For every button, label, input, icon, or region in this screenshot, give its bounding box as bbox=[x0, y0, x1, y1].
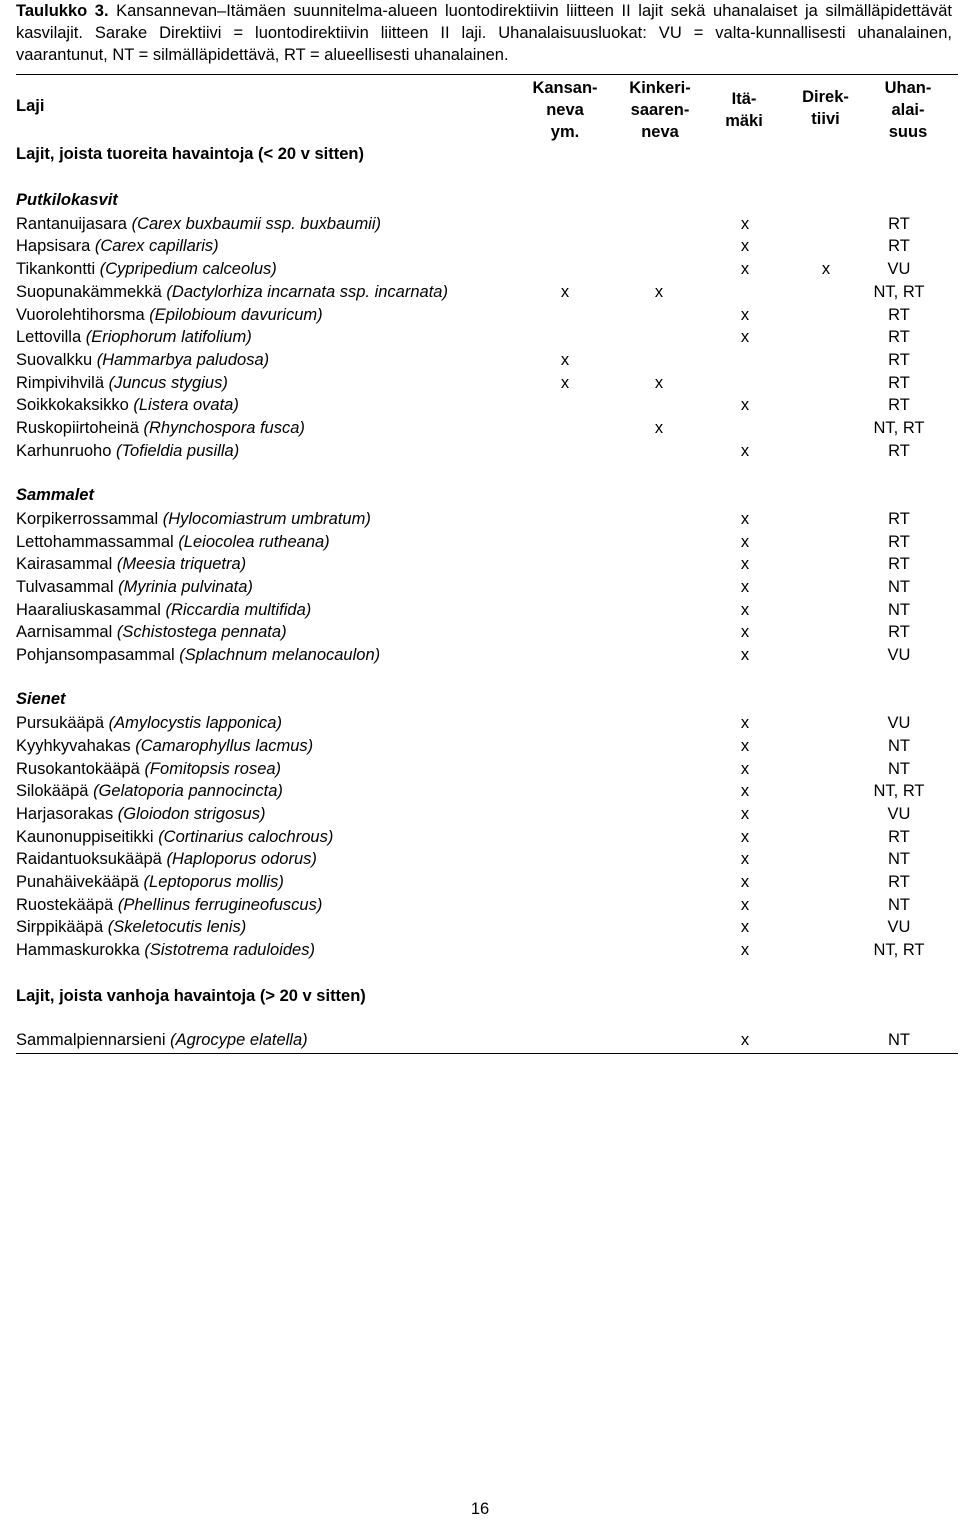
species-common-name: Punahäivekääpä bbox=[16, 873, 144, 891]
cell-uhanalaisuus: RT bbox=[888, 328, 910, 347]
cell-uhanalaisuus: VU bbox=[887, 804, 911, 823]
species-latin-name: (Haploporus odorus) bbox=[166, 850, 317, 869]
cell-kansanneva: x bbox=[560, 350, 570, 369]
cell-itamaki: x bbox=[740, 827, 750, 846]
species-latin-name: (Epilobioum davuricum) bbox=[149, 305, 323, 324]
table-row bbox=[16, 758, 958, 780]
table-row bbox=[16, 621, 958, 643]
species-latin-name: (Cortinarius calochrous) bbox=[158, 827, 334, 846]
species-common-name: Silokääpä bbox=[16, 782, 94, 801]
cell-uhanalaisuus: NT bbox=[888, 577, 910, 596]
species-name bbox=[16, 735, 313, 757]
table-row bbox=[16, 1029, 958, 1051]
species-name bbox=[16, 213, 381, 235]
species-latin-name: (Meesia triquetra) bbox=[116, 555, 247, 574]
cell-itamaki: x bbox=[740, 577, 750, 596]
cell-uhanalaisuus: RT bbox=[888, 237, 910, 256]
cell-uhanalaisuus: RT bbox=[888, 873, 910, 891]
cell-uhanalaisuus: NT, RT bbox=[873, 419, 925, 437]
cell-itamaki: x bbox=[740, 646, 750, 664]
section-heading: Putkilokasvit bbox=[16, 191, 118, 209]
cell-itamaki: x bbox=[740, 509, 750, 528]
cell-itamaki: x bbox=[740, 396, 750, 415]
species-latin-name: (Carex capillaris) bbox=[94, 237, 219, 256]
table-row bbox=[16, 644, 958, 666]
table-row bbox=[16, 349, 958, 371]
species-common-name: Sirppikääpä bbox=[16, 918, 108, 937]
species-latin-name: (Eriophorum latifolium) bbox=[85, 328, 252, 347]
species-latin-name: (Hylocomiastrum umbratum) bbox=[162, 509, 371, 528]
table-row bbox=[16, 599, 958, 621]
table-row bbox=[16, 304, 958, 326]
species-latin-name: (Phellinus ferrugineofuscus) bbox=[117, 895, 323, 914]
species-name bbox=[16, 326, 252, 348]
column-header-kansanneva: Kansan- neva ym. bbox=[532, 79, 598, 141]
cell-uhanalaisuus: RT bbox=[888, 623, 910, 642]
cell-itamaki: x bbox=[740, 918, 750, 937]
table-row bbox=[16, 712, 958, 734]
cell-uhanalaisuus: NT bbox=[888, 850, 910, 869]
species-common-name: Raidantuoksukääpä bbox=[16, 850, 167, 869]
species-name bbox=[16, 599, 311, 621]
cell-uhanalaisuus: VU bbox=[887, 714, 911, 733]
species-common-name: Vuorolehtihorsma bbox=[16, 305, 150, 324]
species-name bbox=[16, 758, 281, 780]
species-latin-name: (Cypripedium calceolus) bbox=[99, 260, 277, 279]
table-row bbox=[16, 531, 958, 553]
species-latin-name: (Hammarbya paludosa) bbox=[96, 350, 270, 369]
cell-itamaki: x bbox=[740, 782, 750, 801]
species-name bbox=[16, 235, 219, 257]
species-name bbox=[16, 712, 282, 734]
species-latin-name: (Juncus stygius) bbox=[108, 373, 228, 392]
cell-uhanalaisuus: NT, RT bbox=[873, 282, 925, 301]
cell-itamaki: x bbox=[740, 600, 750, 619]
species-latin-name: (Sistotrema raduloides) bbox=[144, 941, 315, 960]
cell-uhanalaisuus: NT bbox=[888, 600, 910, 619]
table-row bbox=[16, 213, 958, 235]
cell-uhanalaisuus: VU bbox=[887, 918, 911, 937]
species-name bbox=[16, 826, 333, 848]
subheading-recent: Lajit, joista tuoreita havaintoja (< 20 v sitten) bbox=[16, 145, 364, 163]
species-name bbox=[16, 349, 269, 371]
table-row bbox=[16, 848, 958, 870]
species-name bbox=[16, 508, 371, 530]
species-common-name: Kaunonuppiseitikki bbox=[16, 827, 159, 846]
table-row bbox=[16, 803, 958, 825]
species-name bbox=[16, 894, 322, 916]
cell-itamaki: x bbox=[740, 328, 750, 347]
species-name bbox=[16, 848, 317, 870]
species-common-name: Kyyhkyvahakas bbox=[16, 736, 136, 755]
cell-itamaki: x bbox=[740, 714, 750, 733]
species-common-name: Hammaskurokka bbox=[16, 941, 145, 960]
species-latin-name: (Amylocystis lapponica) bbox=[108, 714, 282, 733]
species-common-name: Rantanuijasara bbox=[16, 214, 132, 233]
species-latin-name: (Gelatoporia pannocincta) bbox=[93, 782, 283, 801]
species-latin-name: (Riccardia multifida) bbox=[165, 600, 312, 619]
table-row bbox=[16, 553, 958, 575]
species-name bbox=[16, 394, 239, 416]
cell-kinkerisaarenneva: x bbox=[654, 282, 664, 301]
cell-uhanalaisuus: NT bbox=[888, 736, 910, 755]
species-latin-name: (Listera ovata) bbox=[133, 396, 239, 415]
species-common-name: Korpikerrossammal bbox=[16, 509, 163, 528]
caption-text: Kansannevan–Itämäen suunnitelma-alueen luontodirektiivin liitteen II lajit sekä uhanalaiset ja silmälläpidettävät kasvilajit. Sarake Direktiivi = luontodirektiivin liitteen II laji. Uhanalaisuusluokat: VU = valta-kunnallisesti uhanalainen, vaarantunut, NT = silmälläpidettävä, RT = alueellisesti uhanalainen. bbox=[16, 2, 952, 64]
cell-uhanalaisuus: RT bbox=[888, 555, 910, 574]
table-row bbox=[16, 780, 958, 802]
table-row bbox=[16, 939, 958, 961]
table-top-rule bbox=[16, 74, 958, 75]
species-latin-name: (Tofieldia pusilla) bbox=[116, 441, 240, 460]
table-row bbox=[16, 871, 958, 893]
cell-uhanalaisuus: RT bbox=[888, 532, 910, 551]
cell-uhanalaisuus: RT bbox=[888, 396, 910, 415]
species-latin-name: (Skeletocutis lenis) bbox=[107, 918, 247, 937]
cell-itamaki: x bbox=[740, 532, 750, 551]
cell-itamaki: x bbox=[740, 850, 750, 869]
section-heading: Sienet bbox=[16, 690, 66, 709]
table-row bbox=[16, 258, 958, 280]
species-name bbox=[16, 939, 315, 961]
species-latin-name: (Splachnum melanocaulon) bbox=[179, 646, 381, 664]
species-common-name: Tikankontti bbox=[16, 260, 100, 279]
species-common-name: Hapsisara bbox=[16, 237, 95, 256]
table-row bbox=[16, 235, 958, 257]
cell-itamaki: x bbox=[740, 623, 750, 642]
cell-itamaki: x bbox=[740, 941, 750, 960]
species-common-name: Karhunruoho bbox=[16, 441, 116, 460]
species-name bbox=[16, 531, 330, 553]
caption-label: Taulukko 3. bbox=[16, 2, 109, 20]
species-name bbox=[16, 780, 283, 802]
species-common-name: Rimpivihvilä bbox=[16, 373, 109, 392]
species-name bbox=[16, 372, 228, 394]
table-row bbox=[16, 826, 958, 848]
species-latin-name: (Fomitopsis rosea) bbox=[144, 759, 282, 778]
cell-uhanalaisuus: RT bbox=[888, 441, 910, 460]
cell-itamaki: x bbox=[740, 873, 750, 891]
cell-kansanneva: x bbox=[560, 373, 570, 392]
species-common-name: Haaraliuskasammal bbox=[16, 600, 166, 619]
cell-itamaki: x bbox=[740, 804, 750, 823]
species-common-name: Aarnisammal bbox=[16, 623, 117, 642]
table-row bbox=[16, 508, 958, 530]
subheading-old: Lajit, joista vanhoja havaintoja (> 20 v sitten) bbox=[16, 986, 366, 1005]
cell-uhanalaisuus: RT bbox=[888, 827, 910, 846]
species-name bbox=[16, 1029, 308, 1051]
species-common-name: Tulvasammal bbox=[16, 577, 119, 596]
column-header-uhanalaisuus: Uhan- alai- suus bbox=[884, 79, 932, 141]
column-header-laji: Laji bbox=[16, 97, 45, 115]
species-name bbox=[16, 553, 246, 575]
species-common-name: Ruskopiirtoheinä bbox=[16, 419, 144, 437]
species-name bbox=[16, 803, 265, 825]
cell-itamaki: x bbox=[740, 214, 750, 233]
species-latin-name: (Rhynchospora fusca) bbox=[143, 419, 305, 437]
species-name bbox=[16, 258, 277, 280]
cell-uhanalaisuus: RT bbox=[888, 350, 910, 369]
species-common-name: Kairasammal bbox=[16, 555, 117, 574]
cell-uhanalaisuus: RT bbox=[888, 509, 910, 528]
species-latin-name: (Agrocype elatella) bbox=[170, 1030, 308, 1049]
cell-uhanalaisuus: RT bbox=[888, 305, 910, 324]
table-row bbox=[16, 576, 958, 598]
species-common-name: Lettovilla bbox=[16, 328, 86, 347]
table-row bbox=[16, 326, 958, 348]
cell-uhanalaisuus: NT bbox=[888, 895, 910, 914]
species-common-name: Rusokantokääpä bbox=[16, 759, 145, 778]
table-bottom-rule bbox=[16, 1053, 958, 1054]
species-common-name: Pohjansompasammal bbox=[16, 646, 180, 664]
page-number: 16 bbox=[470, 1500, 490, 1518]
species-name bbox=[16, 440, 239, 462]
species-common-name: Soikkokaksikko bbox=[16, 396, 134, 415]
cell-uhanalaisuus: RT bbox=[888, 373, 910, 392]
cell-itamaki: x bbox=[740, 895, 750, 914]
cell-uhanalaisuus: NT bbox=[888, 759, 910, 778]
cell-itamaki: x bbox=[740, 736, 750, 755]
cell-kinkerisaarenneva: x bbox=[654, 419, 664, 437]
column-header-itamaki: Itä- mäki bbox=[725, 90, 763, 130]
table-row bbox=[16, 440, 958, 462]
cell-itamaki: x bbox=[740, 305, 750, 324]
species-common-name: Pursukääpä bbox=[16, 714, 109, 733]
species-name bbox=[16, 916, 246, 938]
species-latin-name: (Dactylorhiza incarnata ssp. incarnata) bbox=[166, 282, 448, 301]
table-row bbox=[16, 735, 958, 757]
cell-uhanalaisuus: NT, RT bbox=[873, 782, 925, 801]
section-heading: Sammalet bbox=[16, 486, 94, 505]
column-header-kinkerisaarenneva: Kinkeri- saaren- neva bbox=[629, 79, 691, 141]
species-latin-name: (Camarophyllus lacmus) bbox=[135, 736, 314, 755]
cell-kansanneva: x bbox=[560, 282, 570, 301]
species-name bbox=[16, 417, 305, 439]
table-row bbox=[16, 281, 958, 303]
table-row bbox=[16, 372, 958, 394]
cell-itamaki: x bbox=[740, 441, 750, 460]
table-row bbox=[16, 417, 958, 439]
table-row bbox=[16, 894, 958, 916]
species-name bbox=[16, 644, 380, 666]
table-row bbox=[16, 916, 958, 938]
species-name bbox=[16, 576, 253, 598]
species-common-name: Ruostekääpä bbox=[16, 895, 118, 914]
cell-itamaki: x bbox=[740, 759, 750, 778]
cell-itamaki: x bbox=[740, 1030, 750, 1049]
cell-uhanalaisuus: NT, RT bbox=[873, 941, 925, 960]
species-common-name: Lettohammassammal bbox=[16, 532, 179, 551]
species-name bbox=[16, 304, 323, 326]
species-latin-name: (Leiocolea rutheana) bbox=[178, 532, 330, 551]
cell-uhanalaisuus: RT bbox=[888, 214, 910, 233]
table-row bbox=[16, 394, 958, 416]
species-common-name: Suopunakämmekkä bbox=[16, 282, 167, 301]
species-common-name: Suovalkku bbox=[16, 350, 97, 369]
species-name bbox=[16, 621, 287, 643]
cell-uhanalaisuus: VU bbox=[887, 260, 911, 279]
cell-kinkerisaarenneva: x bbox=[654, 373, 664, 392]
cell-direktiivi: x bbox=[821, 260, 831, 279]
species-common-name: Sammalpiennarsieni bbox=[16, 1030, 171, 1049]
species-common-name: Harjasorakas bbox=[16, 804, 118, 823]
species-latin-name: (Carex buxbaumii ssp. buxbaumii) bbox=[131, 214, 382, 233]
species-latin-name: (Leptoporus mollis) bbox=[143, 873, 284, 891]
species-latin-name: (Schistostega pennata) bbox=[116, 623, 287, 642]
cell-itamaki: x bbox=[740, 237, 750, 256]
species-latin-name: (Gloiodon strigosus) bbox=[117, 804, 266, 823]
species-latin-name: (Myrinia pulvinata) bbox=[118, 577, 253, 596]
column-header-direktiivi: Direk- tiivi bbox=[802, 88, 849, 128]
cell-uhanalaisuus: NT bbox=[888, 1030, 910, 1049]
species-name bbox=[16, 871, 284, 893]
species-name bbox=[16, 281, 448, 303]
cell-itamaki: x bbox=[740, 260, 750, 279]
table-caption bbox=[16, 0, 952, 66]
cell-uhanalaisuus: VU bbox=[887, 646, 911, 664]
cell-itamaki: x bbox=[740, 555, 750, 574]
